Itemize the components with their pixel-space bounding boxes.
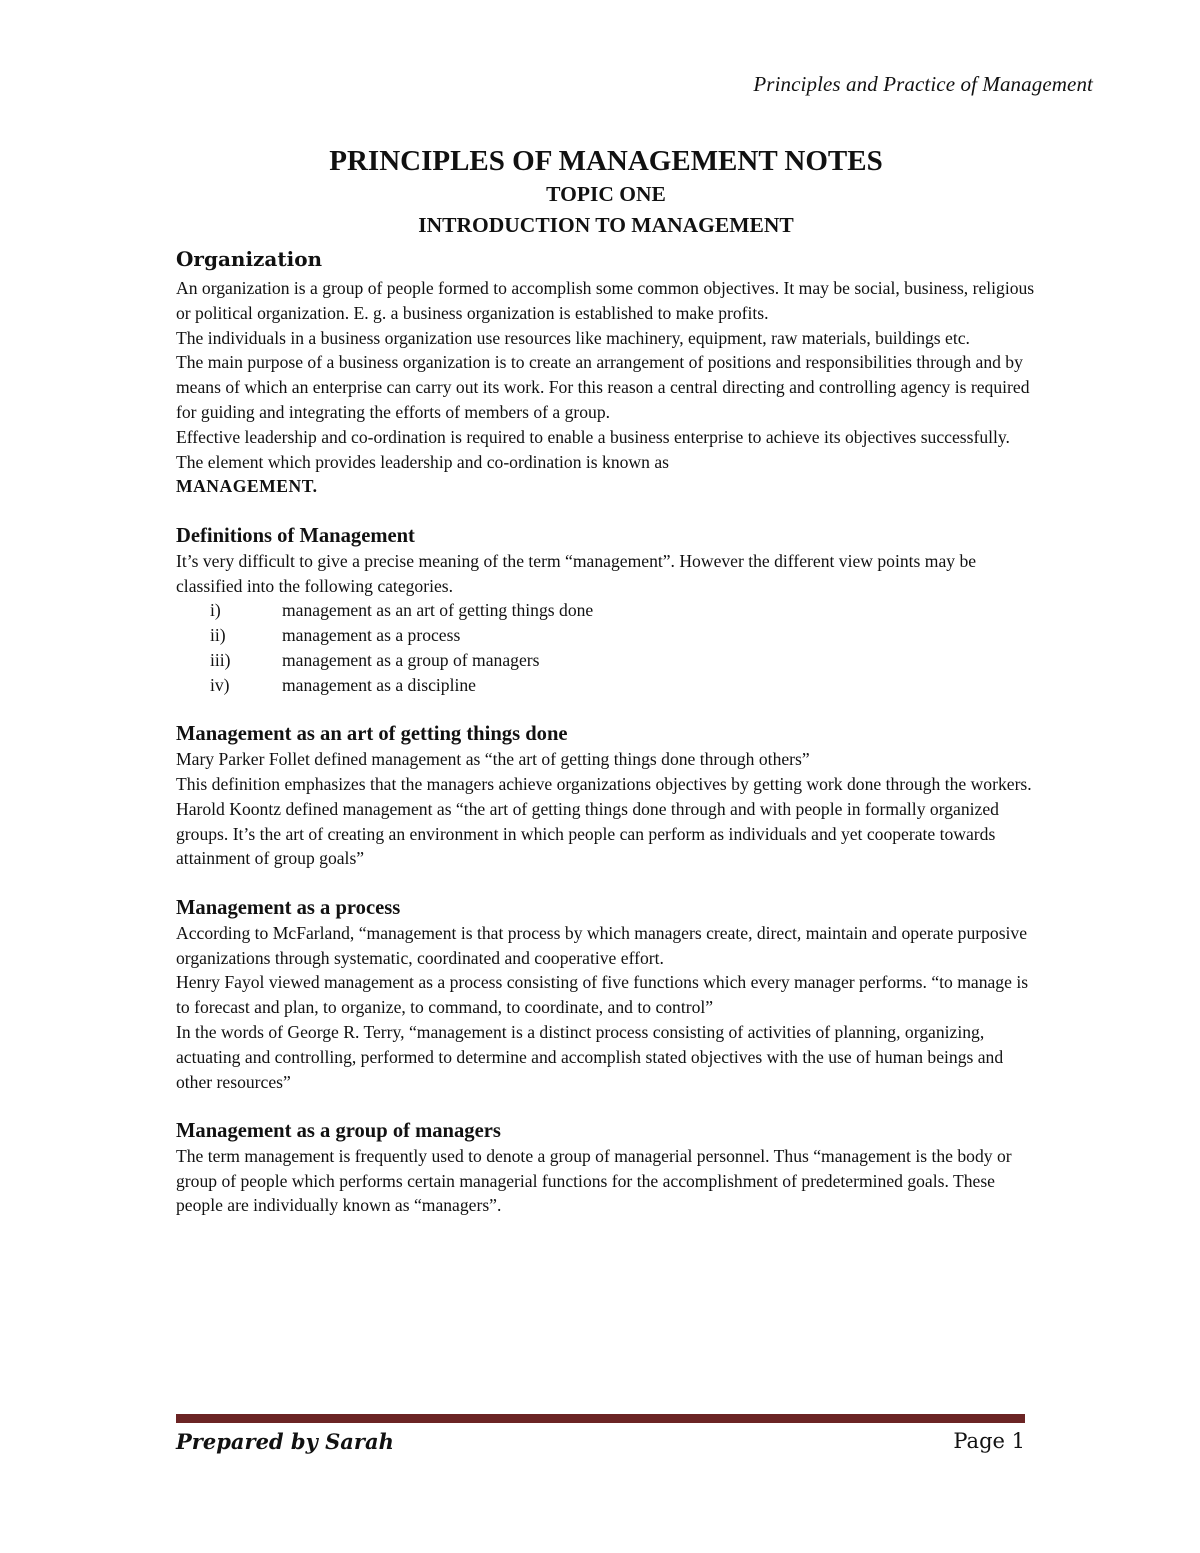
list-item <box>176 648 1036 673</box>
section-group <box>176 1119 1036 1218</box>
paragraph: The term management is frequently used to denote a group of managerial personnel. Thus “management is the body or group of people which performs certain managerial functions for the accomplishment of predetermined goals. These people are individually known as “managers”. <box>176 1145 1012 1216</box>
section-definitions <box>176 524 1036 698</box>
paragraph: An organization is a group of people formed to accomplish some common objectives. It may be social, business, religious or political organization. E. g. a business organization is established to make profits. <box>176 278 1035 323</box>
document-title: PRINCIPLES OF MANAGEMENT NOTES <box>329 145 883 177</box>
section-process <box>176 896 1036 1094</box>
paragraph: Mary Parker Follet defined management as “the art of getting things done through others” <box>176 749 810 770</box>
paragraph: The main purpose of a business organization is to create an arrangement of positions and responsibilities through and by means of which an enterprise can carry out its work. For this reason a central directing and controlling agency is required for guiding and integrating the efforts of members of a group. <box>176 352 1030 422</box>
topic-title: INTRODUCTION TO MANAGEMENT <box>418 213 794 237</box>
page-content <box>176 143 1036 1218</box>
section-heading: Definitions of Management <box>176 524 415 547</box>
spacer <box>176 499 1036 524</box>
paragraph <box>176 425 1036 499</box>
bold-term: MANAGEMENT. <box>176 476 318 497</box>
section-heading: Management as an art of getting things done <box>176 723 568 746</box>
spacer <box>176 1094 1036 1119</box>
list-number: ii) <box>210 625 226 646</box>
list-item <box>176 673 1036 698</box>
list-item <box>176 623 1036 648</box>
list-item <box>176 598 1036 623</box>
paragraph: According to McFarland, “management is that process by which managers create, direct, maintain and operate purposive organizations through systematic, coordinated and cooperative effort. <box>176 922 1028 968</box>
section-heading: Organization <box>176 247 323 271</box>
paragraph: Harold Koontz defined management as “the art of getting things done through and with people in formally organized groups. It’s the art of creating an environment in which people can perform as individuals and yet cooperate towards attainment of group goals” <box>176 798 999 869</box>
paragraph: This definition emphasizes that the managers achieve organizations objectives by getting work done through the workers. <box>176 773 1032 794</box>
list-text: management as a process <box>282 625 461 646</box>
list-text: management as an art of getting things done <box>282 600 594 621</box>
list-text: management as a discipline <box>282 674 476 695</box>
page-number: Page 1 <box>953 1429 1025 1453</box>
list-number: i) <box>210 600 221 621</box>
list-text: management as a group of managers <box>282 649 540 670</box>
spacer <box>176 871 1036 896</box>
list-number: iv) <box>210 674 230 695</box>
paragraph: Henry Fayol viewed management as a process consisting of five functions which every manager performs. “to manage is to forecast and plan, to organize, to command, to coordinate, and to control” <box>176 972 1029 1018</box>
section-heading: Management as a process <box>176 896 401 919</box>
footer-author: Prepared by Sarah <box>176 1429 394 1454</box>
list-number: iii) <box>210 649 231 670</box>
paragraph: It’s very difficult to give a precise meaning of the term “management”. However the different view points may be classified into the following categories. <box>176 550 977 596</box>
paragraph: In the words of George R. Terry, “management is a distinct process consisting of activities of planning, organizing, actuating and controlling, performed to determine and accomplish stated objectives with the use of human beings and other resources” <box>176 1021 1004 1092</box>
topic-label: TOPIC ONE <box>546 182 666 206</box>
running-header: Principles and Practice of Management <box>753 72 1093 96</box>
section-heading: Management as a group of managers <box>176 1120 501 1143</box>
section-art <box>176 722 1036 871</box>
definitions-list <box>176 598 1036 697</box>
footer-rule <box>176 1414 1025 1423</box>
paragraph: The individuals in a business organization use resources like machinery, equipment, raw materials, buildings etc. <box>176 327 970 348</box>
spacer <box>176 698 1036 723</box>
section-organization <box>176 244 1036 499</box>
paragraph-text: Effective leadership and co-ordination is required to enable a business enterprise to achieve its objectives successfully. The element which provides leadership and co-ordination is known as <box>176 426 1010 472</box>
